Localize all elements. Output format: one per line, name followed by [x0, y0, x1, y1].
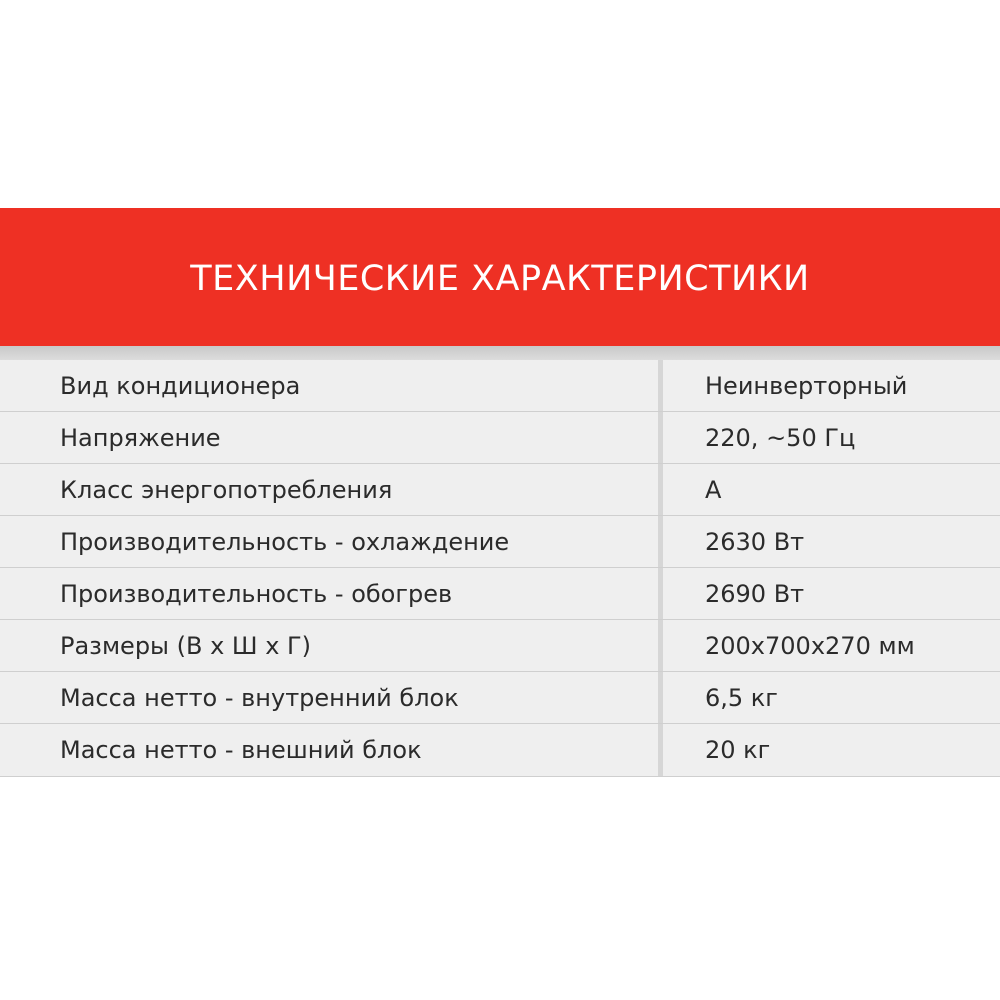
spec-value: Неинверторный [705, 371, 908, 400]
spec-value: 200x700x270 мм [705, 631, 915, 660]
spec-label: Производительность - обогрев [0, 568, 663, 619]
spec-table [0, 360, 1000, 777]
spec-value: 2690 Вт [705, 579, 805, 608]
spec-label: Масса нетто - внешний блок [0, 724, 663, 776]
spec-value: А [705, 475, 722, 504]
spec-label: Масса нетто - внутренний блок [0, 672, 663, 723]
spec-value: 220, ~50 Гц [705, 423, 856, 452]
banner-shadow-strip [0, 346, 1000, 360]
spec-label: Класс энергопотребления [0, 464, 663, 515]
table-row [0, 568, 1000, 620]
spec-value: 6,5 кг [705, 683, 778, 712]
spec-label: Вид кондиционера [0, 360, 663, 411]
table-row [0, 412, 1000, 464]
table-row [0, 724, 1000, 776]
spec-value: 2630 Вт [705, 527, 805, 556]
title-banner [0, 208, 1000, 346]
table-row [0, 360, 1000, 412]
spec-label: Напряжение [0, 412, 663, 463]
banner-title: ТЕХНИЧЕСКИЕ ХАРАКТЕРИСТИКИ [190, 259, 810, 299]
table-row [0, 620, 1000, 672]
table-row [0, 672, 1000, 724]
spec-label: Производительность - охлаждение [0, 516, 663, 567]
spec-card [0, 208, 1000, 777]
table-row [0, 464, 1000, 516]
spec-label: Размеры (В х Ш х Г) [0, 620, 663, 671]
spec-value: 20 кг [705, 736, 771, 764]
table-row [0, 516, 1000, 568]
